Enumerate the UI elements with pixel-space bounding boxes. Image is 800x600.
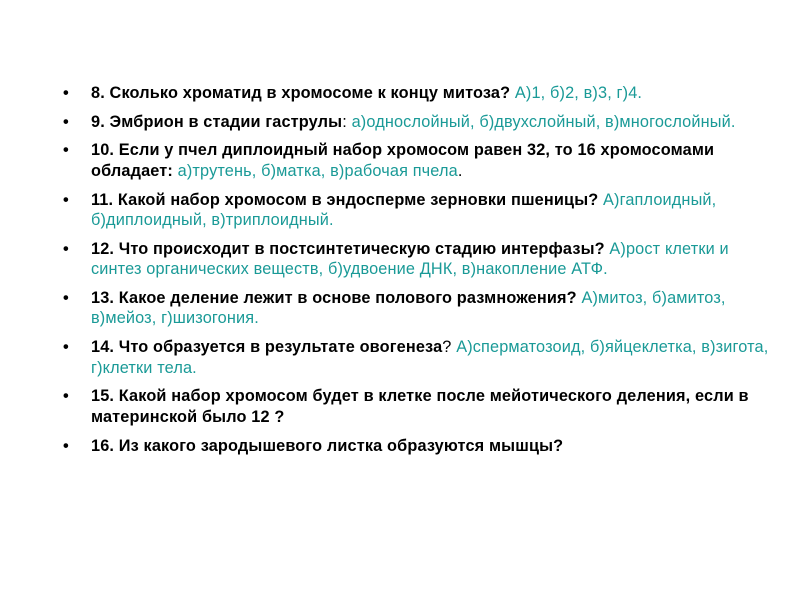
question-punctuation: ? [442, 338, 452, 357]
bullet-icon: • [63, 141, 69, 160]
question-item-15 [62, 386, 774, 427]
question-text: 14. Что образуется в результате овогенеза [91, 338, 443, 357]
question-item-14 [62, 337, 774, 378]
bullet-icon: • [63, 190, 69, 209]
question-text: 11. Какой набор хромосом в эндосперме зерновки пшеницы? [91, 190, 599, 209]
answer-options: А)сперматозоид, б)яйцеклетка, в)зигота, г)клетки тела. [91, 338, 769, 377]
question-item-10 [62, 140, 774, 181]
question-text: 10. Если у пчел диплоидный набор хромосом равен 32, то 16 хромосомами обладает: [91, 141, 715, 180]
question-text: 12. Что происходит в постсинтетическую стадию интерфазы? [91, 239, 605, 258]
question-text: 9. Эмбрион в стадии гаструлы [91, 112, 343, 131]
answer-punctuation: . [457, 161, 463, 180]
answer-options: А)гаплоидный, б)диплоидный, в)триплоидный. [91, 190, 717, 230]
bullet-icon: • [63, 239, 69, 258]
question-item-16 [62, 436, 774, 457]
question-text: 13. Какое деление лежит в основе полового размножения? [91, 288, 577, 307]
question-item-8 [62, 83, 774, 104]
question-item-11 [62, 190, 774, 231]
bullet-icon: • [63, 112, 69, 131]
question-list [62, 83, 774, 464]
answer-options: А)рост клетки и синтез органических веществ, б)удвоение ДНК, в)накопление АТФ. [91, 239, 729, 279]
bullet-icon: • [63, 387, 69, 406]
bullet-icon: • [63, 436, 69, 455]
bullet-icon: • [63, 84, 69, 102]
question-text: 8. Сколько хроматид в хромосоме к концу митоза? [91, 84, 511, 102]
answer-options: А)митоз, б)амитоз, в)мейоз, г)шизогония. [91, 288, 726, 328]
answer-options: а)трутень, б)матка, в)рабочая пчела [172, 161, 458, 180]
bullet-icon: • [63, 338, 69, 357]
answer-options: А)1, б)2, в)3, г)4. [510, 84, 643, 102]
question-text: 16. Из какого зародышевого листка образуются мышцы? [91, 436, 564, 455]
question-item-13 [62, 288, 774, 329]
answer-options: а)однослойный, б)двухслойный, в)многослойный. [346, 112, 736, 131]
question-item-12 [62, 239, 774, 280]
question-punctuation: : [342, 112, 347, 131]
bullet-icon: • [63, 288, 69, 307]
question-item-9 [62, 112, 774, 133]
question-text: 15. Какой набор хромосом будет в клетке после мейотического деления, если в материнской было 12 ? [91, 387, 749, 426]
